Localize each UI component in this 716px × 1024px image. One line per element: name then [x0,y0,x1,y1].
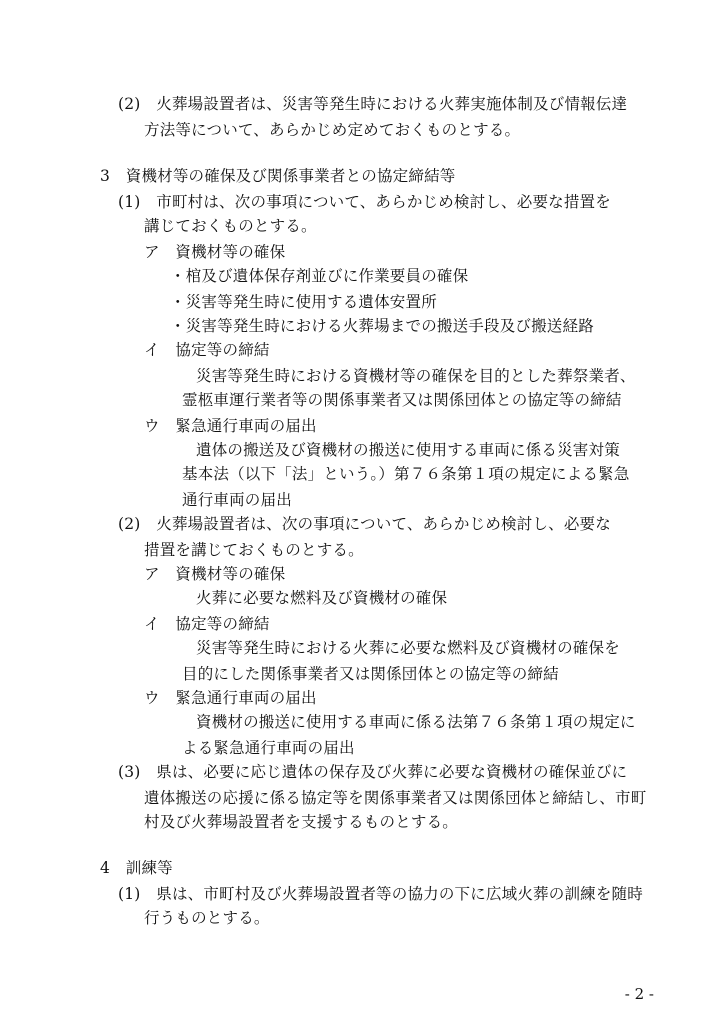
section-3-item-1-line-2: 講じておくものとする。 [144,217,317,235]
item-2-sub-a-heading: ア 資機材等の確保 [144,565,286,583]
sub-item-u-heading: ウ 緊急通行車両の届出 [144,417,317,435]
item-2-sub-i-heading: イ 協定等の締結 [144,615,270,633]
page-number: - 2 - [624,985,654,1003]
section-3-item-3-line-1: (3) 県は、必要に応じ遺体の保存及び火葬に必要な資機材の確保並びに [118,763,628,781]
sub-item-u-text-line-2: 基本法（以下「法」という。）第７６条第１項の規定による緊急 [182,465,630,483]
sub-item-u-text-line-1: 遺体の搬送及び資機材の搬送に使用する車両に係る災害対策 [196,441,620,459]
bullet-item-1: ・棺及び遺体保存剤並びに作業要員の確保 [170,267,469,285]
section-4-heading: 4 訓練等 [100,859,173,877]
bullet-item-3: ・災害等発生時における火葬場までの搬送手段及び搬送経路 [170,317,594,335]
sub-item-i-text-line-2: 霊柩車運行業者等の関係事業者又は関係団体との協定等の締結 [182,391,622,409]
sub-item-i-text-line-1: 災害等発生時における資機材等の確保を目的とした葬祭業者、 [196,367,636,385]
bullet-item-2: ・災害等発生時に使用する遺体安置所 [170,293,437,311]
paragraph-2-line-1: (2) 火葬場設置者は、災害等発生時における火葬実施体制及び情報伝達 [118,95,628,113]
item-2-sub-u-heading: ウ 緊急通行車両の届出 [144,689,317,707]
item-2-sub-u-text-line-2: よる緊急通行車両の届出 [182,739,355,757]
paragraph-2-line-2: 方法等について、あらかじめ定めておくものとする。 [144,121,521,139]
section-4-item-1-line-1: (1) 県は、市町村及び火葬場設置者等の協力の下に広域火葬の訓練を随時 [118,885,643,903]
sub-item-i-heading: イ 協定等の締結 [144,341,270,359]
sub-item-u-text-line-3: 通行車両の届出 [182,491,292,509]
section-3-item-2-line-1: (2) 火葬場設置者は、次の事項について、あらかじめ検討し、必要な [118,515,611,533]
section-3-item-3-line-3: 村及び火葬場設置者を支援するものとする。 [144,813,459,831]
section-3-item-1-line-1: (1) 市町村は、次の事項について、あらかじめ検討し、必要な措置を [118,193,611,211]
item-2-sub-a-text: 火葬に必要な燃料及び資機材の確保 [196,589,448,607]
sub-item-a-heading: ア 資機材等の確保 [144,243,286,261]
item-2-sub-i-text-line-1: 災害等発生時における火葬に必要な燃料及び資機材の確保を [196,639,620,657]
section-3-item-2-line-2: 措置を講じておくものとする。 [144,541,364,559]
section-3-heading: 3 資機材等の確保及び関係事業者との協定締結等 [100,167,456,185]
item-2-sub-i-text-line-2: 目的にした関係事業者又は関係団体との協定等の締結 [182,665,559,683]
section-4-item-1-line-2: 行うものとする。 [144,909,270,927]
section-3-item-3-line-2: 遺体搬送の応援に係る協定等を関係事業者又は関係団体と締結し、市町 [144,789,647,807]
item-2-sub-u-text-line-1: 資機材の搬送に使用する車両に係る法第７６条第１項の規定に [196,713,636,731]
